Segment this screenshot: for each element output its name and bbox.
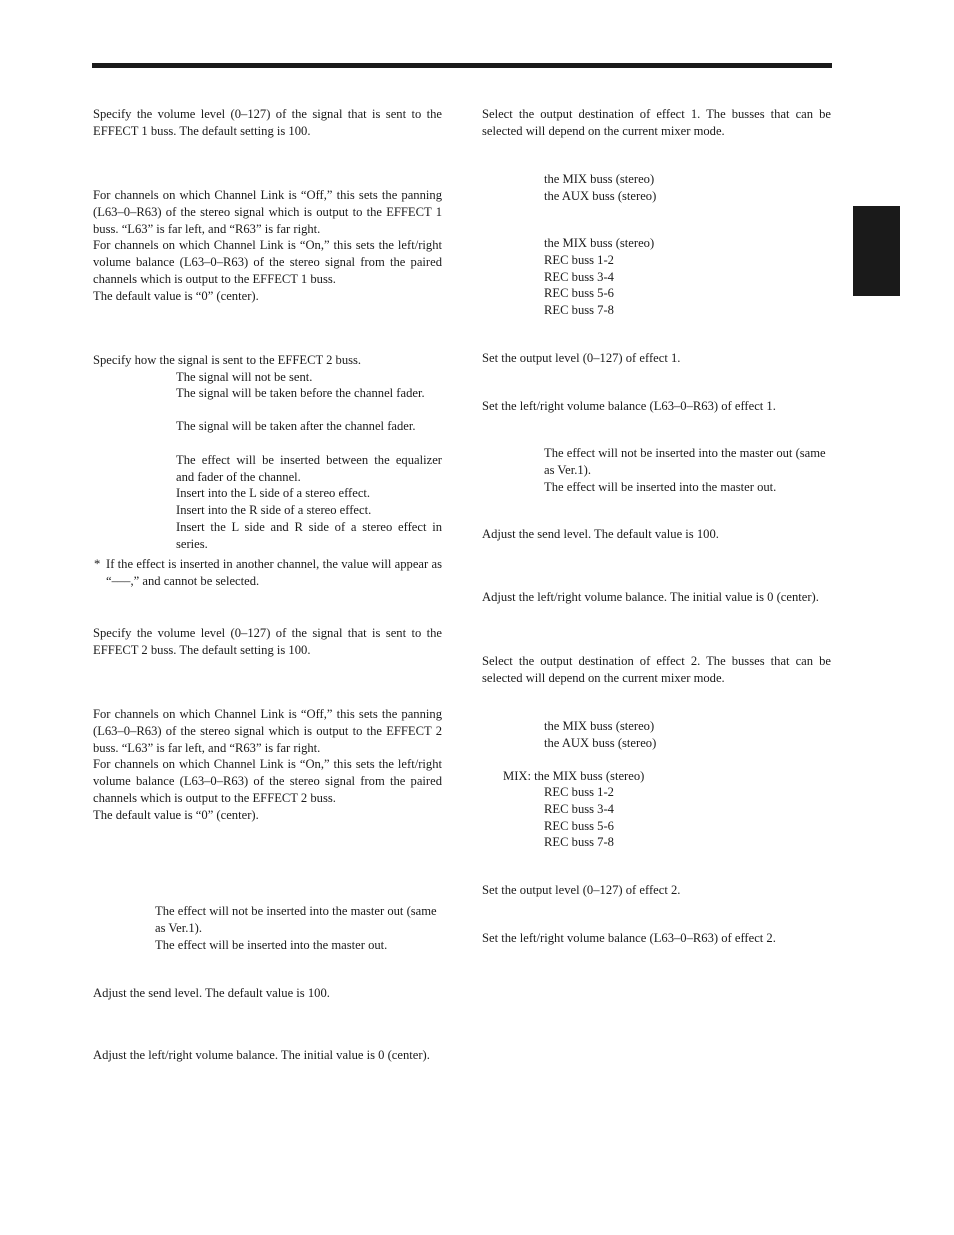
effect2-dest-rec-1-2: REC buss 1-2	[544, 785, 614, 799]
effect2-dest-mix-line: MIX: the MIX buss (stereo)	[503, 769, 645, 783]
effect1-dest-rec-1-2: REC buss 1-2	[544, 252, 614, 267]
effect1-output-dest-intro: Select the output destination of effect 1. The busses that can be selected will depend on the current mixer mode.	[482, 107, 831, 138]
right-master-insert-on: The effect will be inserted into the master out.	[544, 480, 777, 494]
left-send-level-description: Adjust the send level. The default value is 100.	[93, 986, 330, 1000]
effect2-dest-rec-7-8: REC buss 7-8	[544, 835, 614, 850]
effect1-pan-description	[93, 187, 442, 305]
left-master-insert-off: The effect will not be inserted into the master out (same as Ver.1).	[155, 904, 437, 935]
effect1-balance: Set the left/right volume balance (L63–0–R63) of effect 1.	[482, 399, 776, 413]
effect2-pan-description	[93, 706, 442, 824]
effect1-pan-link-on: For channels on which Channel Link is “On,” this sets the left/right volume balance (L63–0–R63) of the stereo signal from the paired channels which is output to the EFFECT 1 buss.	[93, 238, 442, 286]
effect1-dest-list-b	[544, 235, 654, 319]
effect2-option-insert-l: Insert into the L side of a stereo effect.	[176, 486, 371, 500]
right-balance-description: Adjust the left/right volume balance. The initial value is 0 (center).	[482, 590, 819, 604]
effect2-send-mode-intro: Specify how the signal is sent to the EFFECT 2 buss.	[93, 353, 362, 367]
effect1-pan-link-off: For channels on which Channel Link is “Off,” this sets the panning (L63–0–R63) of the stereo signal which is output to the EFFECT 1 buss. “L63” is far left, and “R63” is far right.	[93, 188, 442, 236]
effect2-dest-list-b	[544, 784, 614, 851]
effect2-dest-rec-3-4: REC buss 3-4	[544, 801, 614, 816]
effect2-option-insert-r: Insert into the R side of a stereo effect.	[176, 503, 372, 517]
effect1-dest-aux: the AUX buss (stereo)	[544, 188, 657, 203]
effect2-pan-link-on: For channels on which Channel Link is “On,” this sets the left/right volume balance (L63–0–R63) of the stereo signal from the paired channels which is output to the EFFECT 2 buss.	[93, 757, 442, 805]
effect2-pan-default: The default value is “0” (center).	[93, 807, 259, 822]
footnote-asterisk: *	[94, 557, 101, 571]
right-master-insert-off: The effect will not be inserted into the master out (same as Ver.1).	[544, 446, 826, 477]
effect2-send-description: Specify the volume level (0–127) of the signal that is sent to the EFFECT 2 buss. The default setting is 100.	[93, 626, 442, 657]
section-tab-marker	[853, 206, 900, 296]
effect2-insert-note: If the effect is inserted in another channel, the value will appear as “–––,” and cannot be selected.	[106, 557, 442, 588]
effect2-option-off: The signal will not be sent.	[176, 370, 313, 384]
effect1-dest-mix: the MIX buss (stereo)	[544, 172, 655, 186]
effect2-option-pre: The signal will be taken before the channel fader.	[176, 386, 425, 400]
effect2-option-post: The signal will be taken after the channel fader.	[176, 419, 416, 433]
effect1-output-level: Set the output level (0–127) of effect 1.	[482, 351, 681, 365]
effect1-dest-rec-7-8: REC buss 7-8	[544, 303, 614, 318]
effect2-dest-list-a	[544, 718, 656, 752]
effect2-dest-aux: the AUX buss (stereo)	[544, 735, 657, 750]
left-master-insert-on: The effect will be inserted into the master out.	[155, 938, 388, 952]
effect2-output-dest-intro: Select the output destination of effect 2. The busses that can be selected will depend on the current mixer mode.	[482, 654, 831, 685]
effect2-dest-mix: the MIX buss (stereo)	[544, 719, 655, 733]
effect2-output-level: Set the output level (0–127) of effect 2.	[482, 883, 681, 897]
effect2-option-insert-series: Insert the L side and R side of a stereo effect in series.	[176, 520, 442, 551]
effect2-balance: Set the left/right volume balance (L63–0–R63) of effect 2.	[482, 931, 776, 945]
effect1-pan-default: The default value is “0” (center).	[93, 288, 259, 303]
effect2-dest-rec-5-6: REC buss 5-6	[544, 818, 614, 833]
effect1-dest-list-a	[544, 171, 656, 205]
effect2-option-insert: The effect will be inserted between the equalizer and fader of the channel.	[176, 453, 442, 484]
effect1-dest-rec-5-6: REC buss 5-6	[544, 286, 614, 301]
effect1-dest-rec-3-4: REC buss 3-4	[544, 269, 614, 284]
effect1-dest-b-mix: the MIX buss (stereo)	[544, 236, 655, 250]
left-balance-description: Adjust the left/right volume balance. The initial value is 0 (center).	[93, 1048, 430, 1062]
header-rule	[92, 63, 832, 68]
right-send-level-description: Adjust the send level. The default value is 100.	[482, 527, 719, 541]
effect1-send-description: Specify the volume level (0–127) of the signal that is sent to the EFFECT 1 buss. The default setting is 100.	[93, 107, 442, 138]
effect2-pan-link-off: For channels on which Channel Link is “Off,” this sets the panning (L63–0–R63) of the stereo signal which is output to the EFFECT 2 buss. “L63” is far left, and “R63” is far right.	[93, 707, 442, 755]
